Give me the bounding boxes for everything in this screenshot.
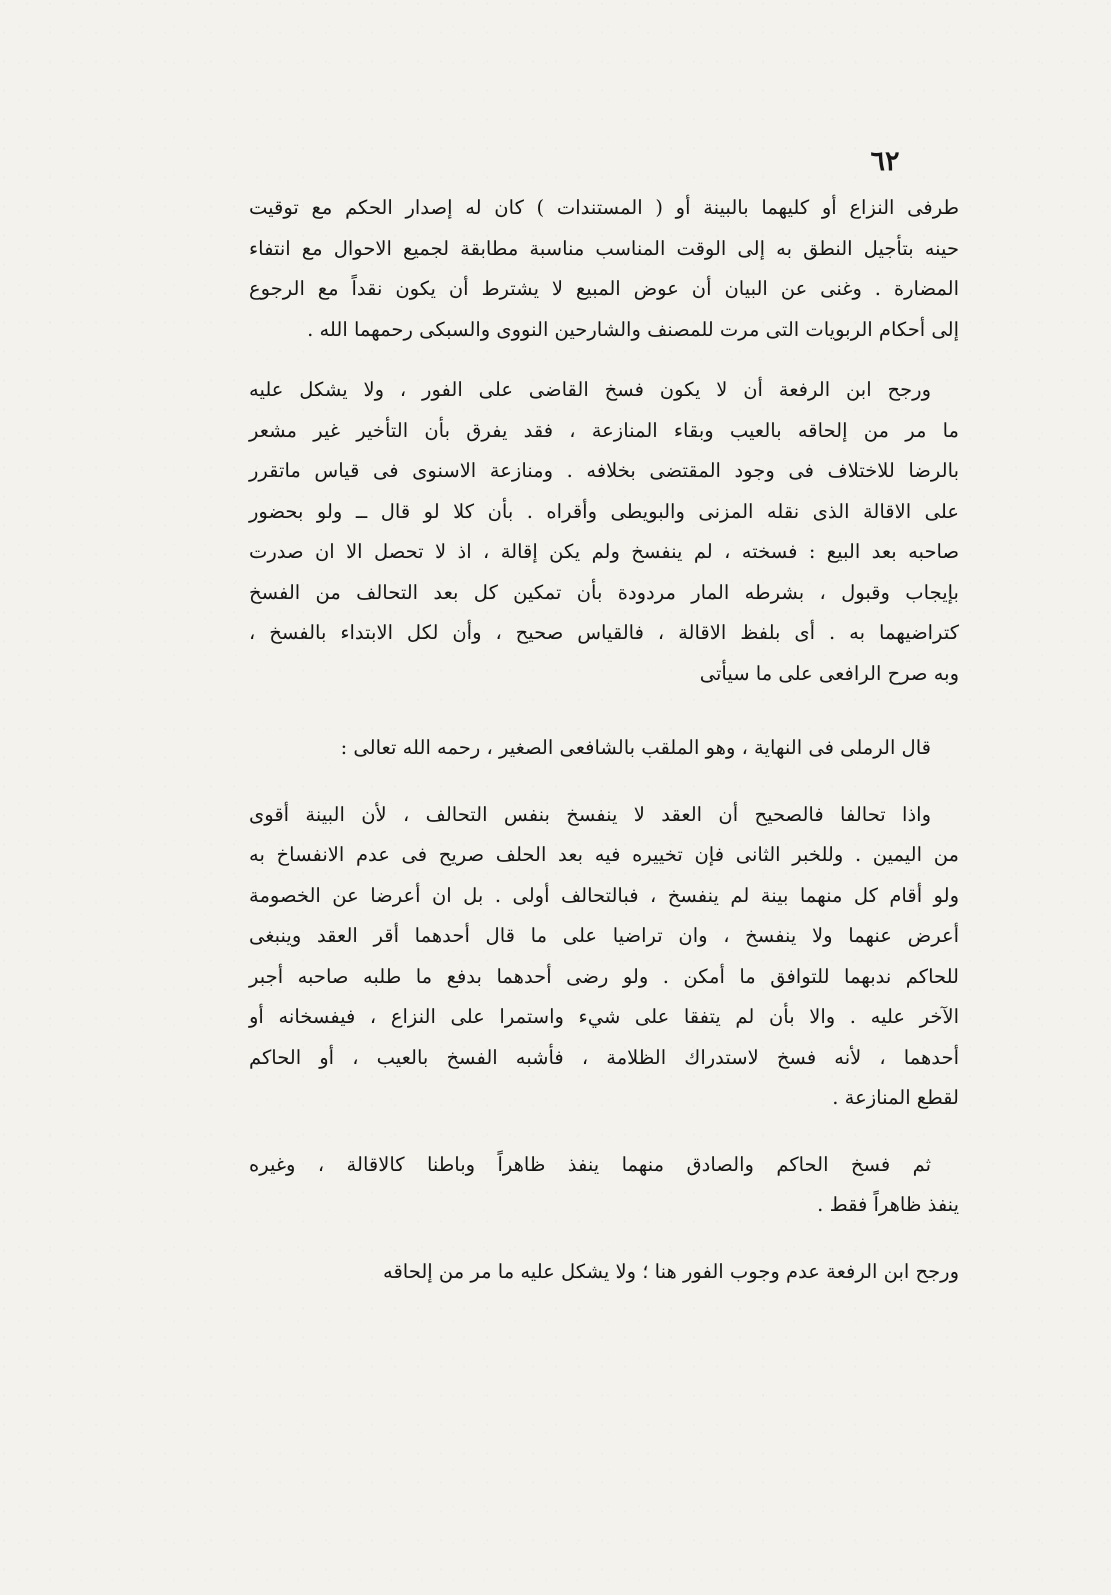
paragraph-4 <box>249 795 959 1119</box>
text-line: ينفذ ظاهراً فقط . <box>817 1193 959 1216</box>
text-line: بالرضا للاختلاف فى وجود المقتضى بخلافه . ومنازعة الاسنوى فى قياس ماتقرر <box>249 459 959 482</box>
paragraph-3 <box>249 728 959 769</box>
text-line: أعرض عنهما ولا ينفسخ ، وان تراضيا على ما قال أحدهما أقر العقد وينبغى <box>249 924 959 947</box>
text-line: قال الرملى فى النهاية ، وهو الملقب بالشافعى الصغير ، رحمه الله تعالى : <box>340 736 931 759</box>
paragraph-5 <box>249 1145 959 1226</box>
text-line: واذا تحالفا فالصحيح أن العقد لا ينفسخ بنفس التحالف ، لأن البينة أقوى <box>249 802 931 826</box>
page-number: ٦٢ <box>870 146 900 177</box>
text-line: حينه بتأجيل النطق به إلى الوقت المناسب مناسبة مطابقة لجميع الاحوال مع انتفاء <box>249 236 959 260</box>
text-line: إلى أحكام الربويات التى مرت للمصنف والشارحين النووى والسبكى رحمهما الله . <box>307 317 959 341</box>
text-line: ما مر من إلحاقه بالعيب وبقاء المنازعة ، فقد يفرق بأن التأخير غير مشعر <box>249 418 959 442</box>
text-line: لقطع المنازعة . <box>832 1086 959 1109</box>
text-line: ولو أقام كل منهما بينة لم ينفسخ ، فبالتحالف أولى . بل ان أعرضا عن الخصومة <box>249 883 959 907</box>
text-line: ثم فسخ الحاكم والصادق منهما ينفذ ظاهراً وباطنا كالاقالة ، وغيره <box>249 1152 931 1176</box>
text-line: من اليمين . وللخبر الثانى فإن تخييره فيه بعد الحلف صريح فى عدم الانفساخ به <box>249 843 959 866</box>
text-line: على الاقالة الذى نقله المزنى والبويطى وأقراه . بأن كلا لو قال ــ ولو بحضور <box>249 499 959 523</box>
text-line: الآخر عليه . والا بأن لم يتفقا على شيء واستمرا على النزاع ، فيفسخانه أو <box>249 1005 959 1028</box>
paragraph-1 <box>249 188 959 350</box>
text-line: المضارة . وغنى عن البيان أن عوض المبيع لا يشترط أن يكون نقداً مع الرجوع <box>249 277 959 300</box>
text-line: ورجح ابن الرفعة أن لا يكون فسخ القاضى على الفور ، ولا يشكل عليه <box>249 378 931 401</box>
text-line: بإيجاب وقبول ، بشرطه المار مردودة بأن تمكين كل بعد التحالف من الفسخ <box>249 580 959 604</box>
text-line: كتراضيهما به . أى بلفظ الاقالة ، فالقياس صحيح ، وأن لكل الابتداء بالفسخ ، <box>249 621 959 644</box>
text-line: وبه صرح الرافعى على ما سيأتى <box>699 661 959 685</box>
page-body <box>249 188 959 1292</box>
paragraph-2 <box>249 370 959 694</box>
text-line: صاحبه بعد البيع : فسخته ، لم ينفسخ ولم يكن إقالة ، اذ لا تحصل الا ان صدرت <box>249 540 959 563</box>
text-line: أحدهما ، لأنه فسخ لاستدراك الظلامة ، فأشبه الفسخ بالعيب ، أو الحاكم <box>249 1045 959 1069</box>
text-line: ورجح ابن الرفعة عدم وجوب الفور هنا ؛ ولا يشكل عليه ما مر من إلحاقه <box>383 1259 959 1283</box>
text-line: طرفى النزاع أو كليهما بالبينة أو ( المستندات ) كان له إصدار الحكم مع توقيت <box>249 196 959 219</box>
paragraph-6 <box>249 1252 959 1293</box>
text-line: للحاكم ندبهما للتوافق ما أمكن . ولو رضى أحدهما بدفع ما طلبه صاحبه أجبر <box>249 964 959 988</box>
